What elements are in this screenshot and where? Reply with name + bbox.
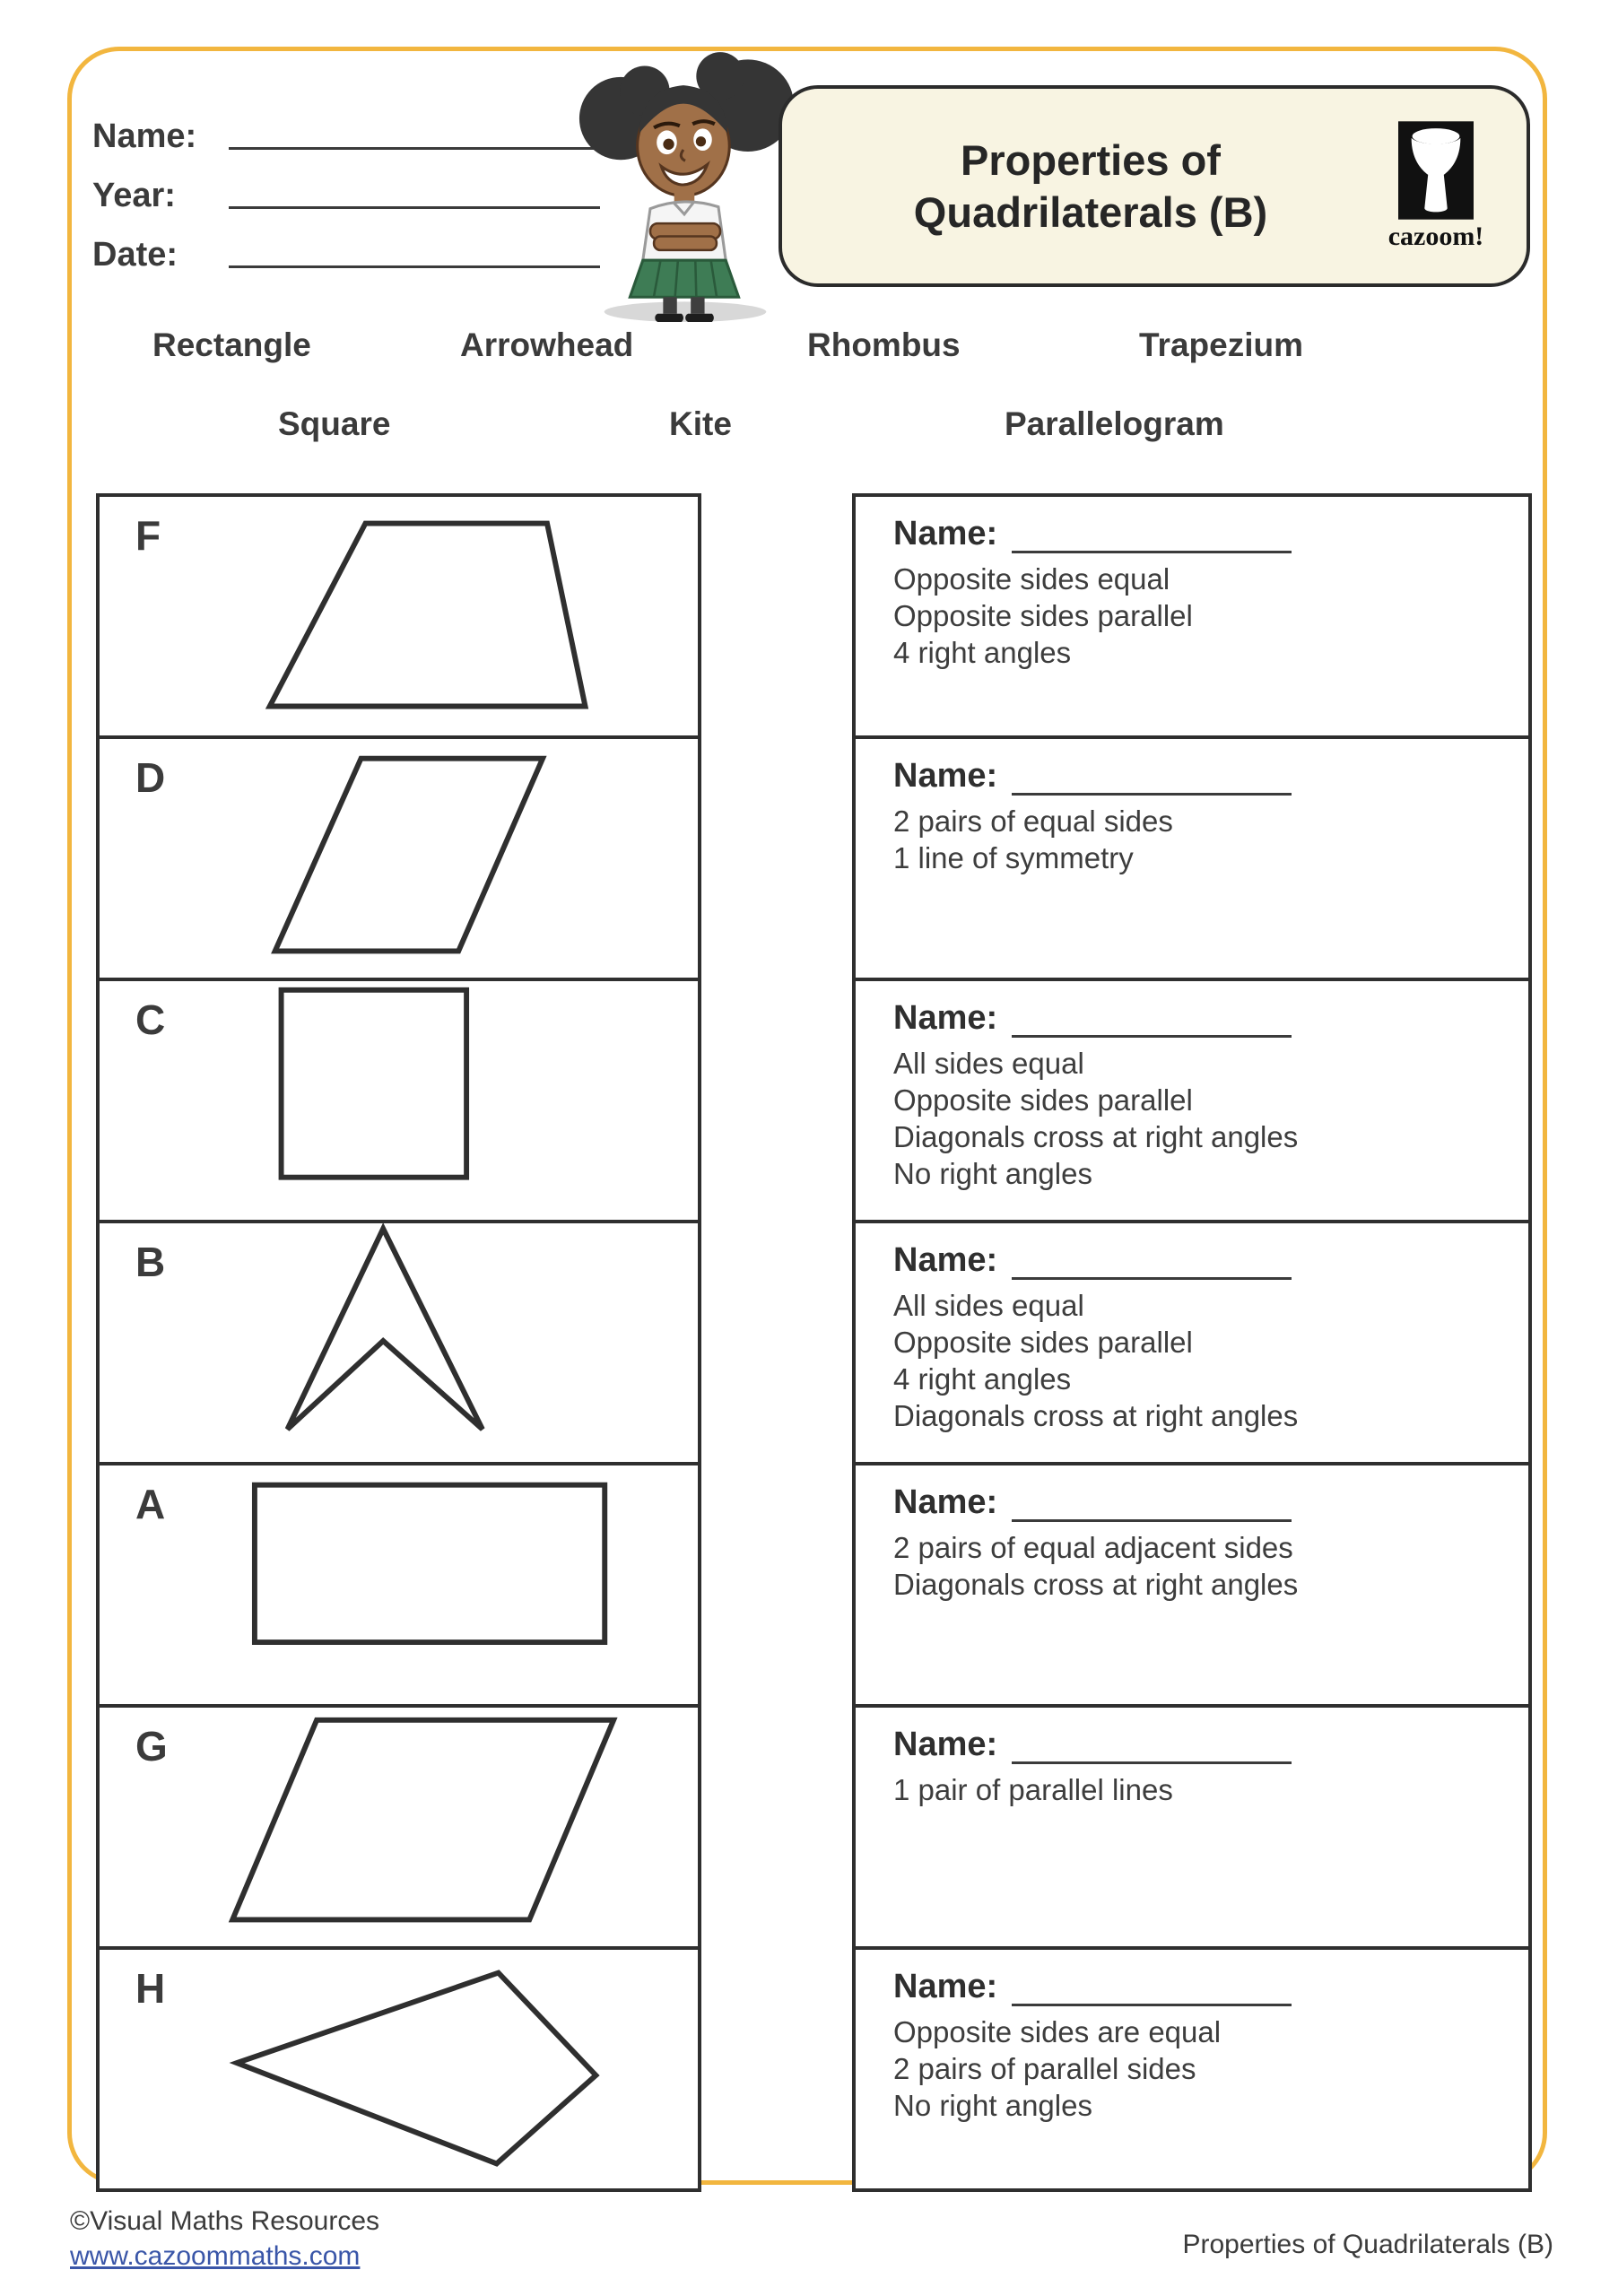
year-field	[92, 156, 600, 215]
property-line: No right angles	[893, 1157, 1092, 1190]
name-label: Name:	[893, 515, 998, 552]
word-bank-rhombus: Rhombus	[807, 326, 961, 363]
header-fields	[92, 97, 600, 274]
name-field	[92, 97, 600, 156]
name-label: Name:	[893, 1483, 998, 1521]
word-bank-kite: Kite	[669, 405, 732, 442]
properties-cell-G	[852, 1704, 1532, 1950]
property-line: All sides equal	[893, 1289, 1084, 1322]
properties-cell-B	[852, 1220, 1532, 1465]
title-box	[779, 85, 1530, 287]
property-line: Opposite sides parallel	[893, 1083, 1193, 1117]
answer-line[interactable]	[1012, 515, 1292, 553]
name-answer-line[interactable]	[229, 120, 600, 150]
name-label: Name:	[893, 1241, 998, 1279]
property-line: 2 pairs of parallel sides	[893, 2052, 1196, 2085]
shape-cell-G	[96, 1704, 701, 1950]
answer-line[interactable]	[1012, 757, 1292, 796]
property-line: Opposite sides are equal	[893, 2015, 1222, 2048]
property-line: Opposite sides parallel	[893, 599, 1193, 632]
shape-cell-F	[96, 493, 701, 739]
student-character-illustration	[563, 47, 807, 323]
kite-shape	[100, 1950, 698, 2188]
answer-line[interactable]	[1012, 1241, 1292, 1280]
djembe-drum-icon	[1398, 121, 1474, 220]
trapezium-shape	[100, 497, 698, 735]
name-row	[893, 515, 1507, 553]
name-row	[893, 757, 1507, 796]
word-bank-parallelogram: Parallelogram	[1005, 405, 1224, 442]
date-field	[92, 215, 600, 274]
word-bank-trapezium: Trapezium	[1139, 326, 1303, 363]
properties-cell-F	[852, 493, 1532, 739]
name-label: Name:	[893, 757, 998, 795]
word-bank-rectangle: Rectangle	[152, 326, 311, 363]
properties-cell-C	[852, 978, 1532, 1223]
shape-cell-D	[96, 735, 701, 981]
properties-cell-H	[852, 1946, 1532, 2192]
property-line: No right angles	[893, 2089, 1092, 2122]
property-line: Opposite sides equal	[893, 562, 1170, 596]
property-line: 2 pairs of equal adjacent sides	[893, 1531, 1293, 1564]
property-line: Diagonals cross at right angles	[893, 1568, 1299, 1601]
copyright-text: ©Visual Maths Resources	[70, 2206, 380, 2236]
property-line: Diagonals cross at right angles	[893, 1399, 1299, 1432]
properties-cell-D	[852, 735, 1532, 981]
word-bank-arrowhead: Arrowhead	[460, 326, 634, 363]
answer-line[interactable]	[1012, 999, 1292, 1038]
shape-letter: A	[135, 1481, 166, 1527]
year-answer-line[interactable]	[229, 179, 600, 209]
website-link[interactable]: www.cazoommaths.com	[70, 2241, 361, 2271]
shape-letter: G	[135, 1723, 168, 1770]
answer-line[interactable]	[1012, 1483, 1292, 1522]
square-shape	[100, 981, 698, 1220]
word-bank-square: Square	[278, 405, 391, 442]
shape-letter: H	[135, 1965, 166, 2012]
property-line: 1 line of symmetry	[893, 841, 1134, 874]
shape-cell-H	[96, 1946, 701, 2192]
answer-line[interactable]	[1012, 1726, 1292, 1764]
property-line: 2 pairs of equal sides	[893, 804, 1173, 838]
name-row	[893, 1483, 1507, 1522]
shape-letter: C	[135, 996, 166, 1043]
name-row	[893, 999, 1507, 1038]
properties-cell-A	[852, 1462, 1532, 1708]
date-answer-line[interactable]	[229, 239, 600, 268]
property-line: 4 right angles	[893, 1362, 1072, 1396]
property-line: Opposite sides parallel	[893, 1326, 1193, 1359]
worksheet-title-line2: Quadrilaterals (B)	[913, 187, 1268, 236]
name-row	[893, 1968, 1507, 2006]
shape-letter: F	[135, 512, 161, 559]
property-line: 1 pair of parallel lines	[893, 1773, 1173, 1806]
shape-cell-B	[96, 1220, 701, 1465]
property-line: All sides equal	[893, 1047, 1084, 1080]
arrowhead-shape	[100, 1223, 698, 1462]
year-field-label: Year:	[92, 177, 176, 214]
worksheet-title	[813, 135, 1369, 238]
answer-line[interactable]	[1012, 1968, 1292, 2006]
name-row	[893, 1241, 1507, 1280]
date-field-label: Date:	[92, 236, 178, 274]
property-line: Diagonals cross at right angles	[893, 1120, 1299, 1153]
name-field-label: Name:	[92, 117, 197, 155]
shape-letter: B	[135, 1239, 166, 1285]
parallelogram-shape	[100, 1708, 698, 1946]
shape-letter: D	[135, 754, 166, 801]
cazoom-logo-text: cazoom!	[1387, 221, 1484, 251]
worksheet-title-line1: Properties of	[961, 136, 1221, 185]
name-label: Name:	[893, 1968, 998, 2005]
name-label: Name:	[893, 999, 998, 1037]
footer-doc-title: Properties of Quadrilaterals (B)	[1182, 2230, 1553, 2259]
rectangle-shape	[100, 1465, 698, 1704]
cazoom-logo	[1369, 121, 1503, 252]
slanted-parallelogram-shape	[100, 739, 698, 978]
shape-cell-C	[96, 978, 701, 1223]
shape-cell-A	[96, 1462, 701, 1708]
name-row	[893, 1726, 1507, 1764]
property-line: 4 right angles	[893, 636, 1072, 669]
name-label: Name:	[893, 1726, 998, 1763]
